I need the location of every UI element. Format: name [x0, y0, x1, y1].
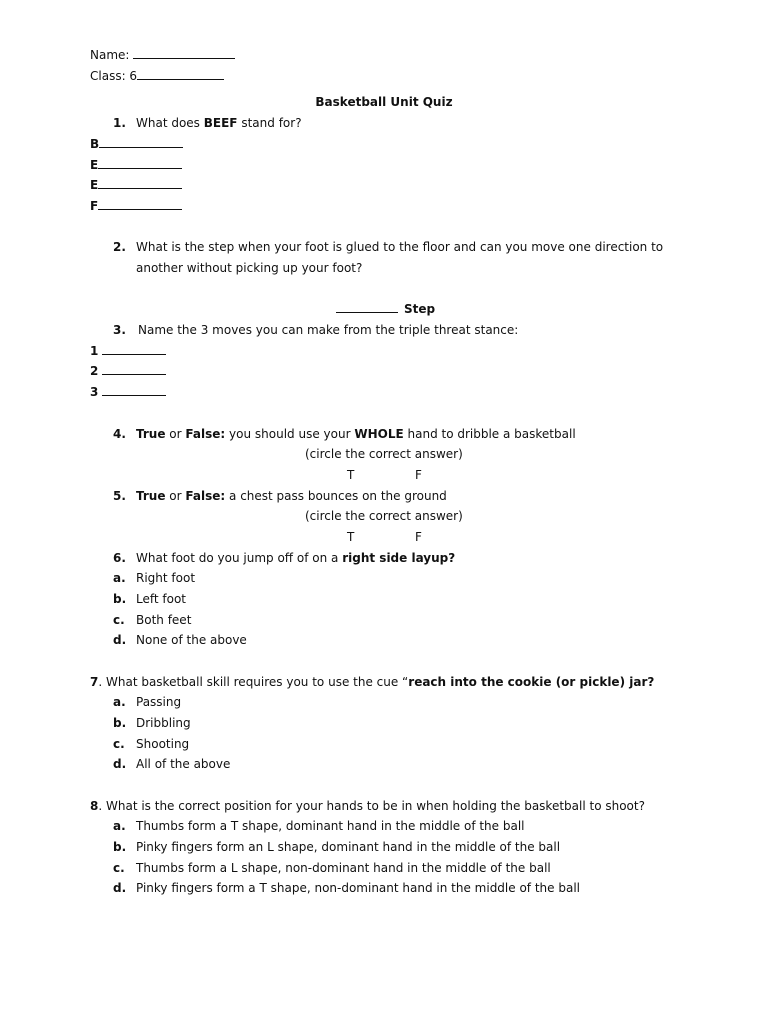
q6-option-text[interactable]: Left foot — [136, 592, 187, 606]
q2-number: 2. — [113, 240, 126, 254]
q5-text — [136, 489, 447, 503]
q6-option-letter: a. — [113, 571, 126, 585]
class-line — [90, 69, 224, 83]
q4-option-false[interactable]: F — [415, 468, 422, 482]
q3-blank-row — [90, 364, 166, 378]
q5-true-word: True — [136, 489, 166, 503]
q5-instruction: (circle the correct answer) — [305, 509, 463, 523]
q4-option-true[interactable]: T — [347, 468, 355, 482]
q6-option-text[interactable]: None of the above — [136, 633, 247, 647]
q2-line2: another without picking up your foot? — [136, 261, 363, 275]
q3-item-number: 3 — [90, 385, 99, 399]
q7-option-letter: a. — [113, 695, 126, 709]
q8-option-text[interactable]: Pinky fingers form an L shape, dominant hand in the middle of the ball — [136, 840, 561, 854]
q8-option-letter: b. — [113, 840, 127, 854]
q4-text — [136, 427, 576, 441]
q4-false-word: False: — [185, 427, 226, 441]
q7-option-letter: b. — [113, 716, 127, 730]
q8-option-text[interactable]: Thumbs form a L shape, non-dominant hand in the middle of the ball — [136, 861, 551, 875]
q1-answer-blank[interactable] — [99, 137, 183, 148]
q7-option-letter: d. — [113, 757, 127, 771]
q7-option-letter: c. — [113, 737, 125, 751]
q4-instruction: (circle the correct answer) — [305, 447, 463, 461]
q1-answer-blank[interactable] — [98, 199, 182, 210]
q3-blank-row — [90, 385, 166, 399]
q6-option-text[interactable]: Both feet — [136, 613, 192, 627]
q3-number: 3. — [113, 323, 126, 337]
q2-answer-line — [336, 302, 435, 316]
q1-text — [136, 116, 302, 130]
q1-answer-blank[interactable] — [98, 158, 182, 169]
q6-number: 6. — [113, 551, 126, 565]
q8-option-text[interactable]: Thumbs form a T shape, dominant hand in the middle of the ball — [136, 819, 525, 833]
q5-option-true[interactable]: T — [347, 530, 355, 544]
q7-text — [90, 675, 654, 689]
quiz-title: Basketball Unit Quiz — [315, 95, 453, 109]
q8-text — [90, 799, 645, 813]
q6-option-letter: b. — [113, 592, 127, 606]
q4-post: hand to dribble a basketball — [407, 427, 576, 441]
q4-true-word: True — [136, 427, 166, 441]
q8-option-letter: a. — [113, 819, 126, 833]
q3-item-number: 1 — [90, 344, 99, 358]
q1-blank-row — [90, 137, 183, 151]
q5-false-word: False: — [185, 489, 226, 503]
q5-or-word: or — [169, 489, 182, 503]
q1-post: stand for? — [241, 116, 302, 130]
q3-answer-blank[interactable] — [102, 385, 166, 396]
q1-letter: E — [90, 158, 99, 172]
q7-option-text[interactable]: Dribbling — [136, 716, 191, 730]
q3-blank-row — [90, 344, 166, 358]
q5-number: 5. — [113, 489, 126, 503]
q6-option-letter: d. — [113, 633, 127, 647]
q7-number: 7 — [90, 675, 99, 689]
q1-pre: What does — [136, 116, 200, 130]
q4-pre: you should use your — [229, 427, 351, 441]
q8-question: . What is the correct position for your hands to be in when holding the basketball to shoot? — [98, 799, 645, 813]
q6-pre: What foot do you jump off of on a — [136, 551, 339, 565]
class-label: Class: 6 — [90, 69, 138, 83]
name-line — [90, 48, 235, 62]
q7-option-text[interactable]: All of the above — [136, 757, 231, 771]
q7-option-text[interactable]: Shooting — [136, 737, 190, 751]
q1-number: 1. — [113, 116, 126, 130]
q3-answer-blank[interactable] — [102, 344, 166, 355]
q1-letter: F — [90, 199, 99, 213]
q2-line1: What is the step when your foot is glued to the floor and can you move one direction to — [136, 240, 664, 254]
class-blank[interactable] — [137, 69, 224, 80]
q7-option-text[interactable]: Passing — [136, 695, 182, 709]
q3-text: Name the 3 moves you can make from the triple threat stance: — [138, 323, 519, 337]
q8-option-text[interactable]: Pinky fingers form a T shape, non-dominant hand in the middle of the ball — [136, 881, 580, 895]
q2-answer-blank[interactable] — [336, 302, 398, 313]
q7-pre: . What basketball skill requires you to use the cue “ — [98, 675, 409, 689]
q1-letter: E — [90, 178, 99, 192]
q7-bold: reach into the cookie (or pickle) jar? — [408, 675, 655, 689]
name-label: Name: — [90, 48, 130, 62]
q1-answer-blank[interactable] — [98, 178, 182, 189]
q8-number: 8 — [90, 799, 99, 813]
q1-letter: B — [90, 137, 100, 151]
q4-or-word: or — [169, 427, 182, 441]
q6-bold: right side layup? — [342, 551, 456, 565]
q3-answer-blank[interactable] — [102, 364, 166, 375]
name-blank[interactable] — [133, 48, 235, 59]
q1-blank-row — [90, 178, 182, 192]
q2-step-label: Step — [404, 302, 436, 316]
q1-blank-row — [90, 199, 182, 213]
q1-blank-row — [90, 158, 182, 172]
q1-bold: BEEF — [203, 116, 238, 130]
q5-option-false[interactable]: F — [415, 530, 422, 544]
q5-statement: a chest pass bounces on the ground — [229, 489, 447, 503]
q4-number: 4. — [113, 427, 126, 441]
q6-option-text[interactable]: Right foot — [136, 571, 196, 585]
q4-bold: WHOLE — [354, 427, 404, 441]
q8-option-letter: c. — [113, 861, 125, 875]
q8-option-letter: d. — [113, 881, 127, 895]
q3-item-number: 2 — [90, 364, 99, 378]
q6-text — [136, 551, 455, 565]
q6-option-letter: c. — [113, 613, 125, 627]
